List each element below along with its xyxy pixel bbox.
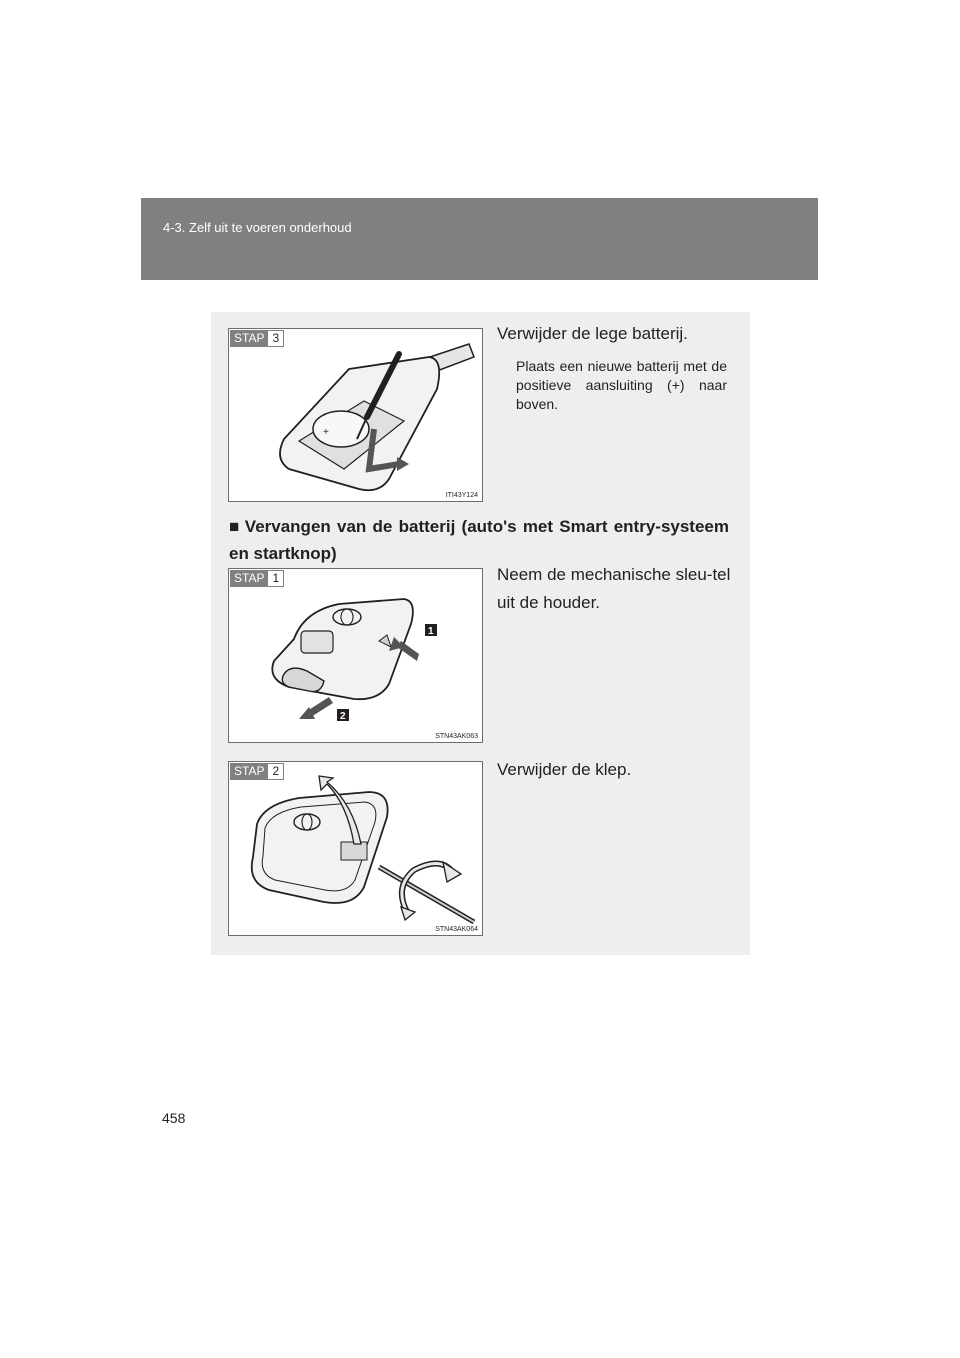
figure-code: STN43AK063: [435, 733, 478, 740]
step-badge-label: STAP: [230, 763, 268, 780]
figure-code: ITI43Y124: [445, 492, 478, 499]
figure-code: STN43AK064: [435, 926, 478, 933]
step3-figure: [228, 328, 483, 502]
callout-2: 2: [340, 711, 346, 722]
step1-title: Neem de mechanische sleu-tel uit de houder.: [497, 565, 731, 612]
step2-title: Verwijder de klep.: [497, 760, 632, 779]
step-badge-label: STAP: [230, 570, 268, 587]
step3-note: Plaats een nieuwe batterij met de positieve aansluiting (+) naar boven.: [516, 358, 727, 412]
step-badge: [230, 570, 284, 587]
step-badge-number: 3: [268, 330, 284, 347]
bullet-text: Vervangen van de batterij (auto's met Smart entry-systeem en startknop): [229, 517, 729, 563]
step-badge: [230, 330, 284, 347]
step2-figure: [228, 761, 483, 936]
svg-text:+: +: [323, 427, 329, 438]
battery-removal-illustration: [229, 329, 482, 501]
page-number: 458: [162, 1110, 186, 1126]
bullet-marker: ■: [229, 517, 241, 536]
section-bullet: [229, 513, 729, 567]
callout-1: 1: [428, 626, 434, 637]
step-badge-number: 1: [268, 570, 284, 587]
remove-cover-illustration: [229, 762, 482, 935]
step1-figure: [228, 568, 483, 743]
section-title: 4-3. Zelf uit te voeren onderhoud: [163, 220, 352, 235]
section-header: [141, 198, 818, 280]
remove-key-illustration: [229, 569, 482, 742]
step-badge-number: 2: [268, 763, 284, 780]
step-badge: [230, 763, 284, 780]
step-badge-label: STAP: [230, 330, 268, 347]
step3-title: Verwijder de lege batterij.: [497, 324, 688, 343]
